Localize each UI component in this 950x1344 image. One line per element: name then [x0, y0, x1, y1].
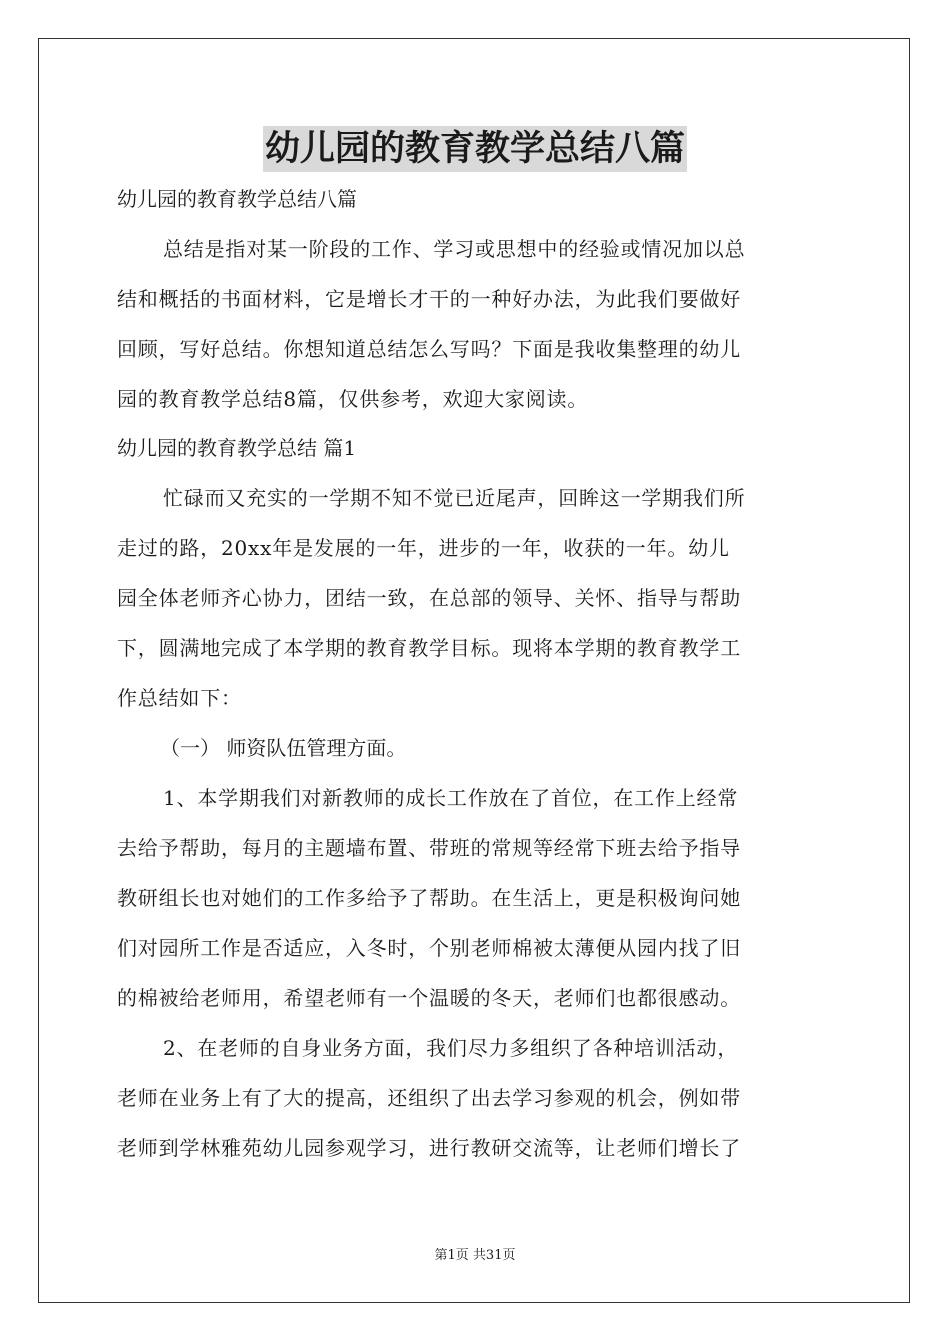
section-heading: 幼儿园的教育教学总结 篇1: [117, 436, 357, 460]
section-line: 作总结如下：: [117, 686, 242, 710]
intro-line: 回顾，写好总结。你想知道总结怎么写吗？下面是我收集整理的幼儿: [117, 337, 741, 361]
page-border: [38, 38, 910, 1303]
point1-line: 去给予帮助，每月的主题墙布置、带班的常规等经常下班去给予指导: [117, 836, 741, 860]
document-title: 幼儿园的教育教学总结八篇: [263, 126, 687, 172]
intro-line: 结和概括的书面材料，它是增长才干的一种好办法，为此我们要做好: [117, 287, 741, 311]
title-container: [0, 126, 950, 172]
section-line: 园全体老师齐心协力，团结一致，在总部的领导、关怀、指导与帮助: [117, 586, 741, 610]
point1-line: 教研组长也对她们的工作多给予了帮助。在生活上，更是积极询问她: [117, 886, 741, 910]
point2-line: 老师在业务上有了大的提高，还组织了出去学习参观的机会，例如带: [117, 1086, 741, 1110]
intro-line: 园的教育教学总结8篇，仅供参考，欢迎大家阅读。: [117, 387, 589, 411]
point2-line: 老师到学林雅苑幼儿园参观学习，进行教研交流等，让老师们增长了: [117, 1136, 741, 1160]
page-footer: 第1页 共31页: [434, 1248, 516, 1263]
subsection-heading: （一） 师资队伍管理方面。: [160, 736, 407, 760]
point1-line: 1、本学期我们对新教师的成长工作放在了首位，在工作上经常: [163, 786, 739, 810]
point1-line: 们对园所工作是否适应，入冬时，个别老师棉被太薄便从园内找了旧: [117, 936, 741, 960]
point1-line: 的棉被给老师用，希望老师有一个温暖的冬天，老师们也都很感动。: [117, 986, 741, 1010]
document-subtitle: 幼儿园的教育教学总结八篇: [117, 187, 357, 211]
section-line: 走过的路，20xx年是发展的一年，进步的一年，收获的一年。幼儿: [117, 536, 730, 560]
intro-line: 总结是指对某一阶段的工作、学习或思想中的经验或情况加以总: [163, 237, 746, 261]
section-line: 下，圆满地完成了本学期的教育教学目标。现将本学期的教育教学工: [117, 636, 741, 660]
section-line: 忙碌而又充实的一学期不知不觉已近尾声，回眸这一学期我们所: [163, 486, 746, 510]
point2-line: 2、在老师的自身业务方面，我们尽力多组织了各种培训活动，: [163, 1036, 739, 1060]
